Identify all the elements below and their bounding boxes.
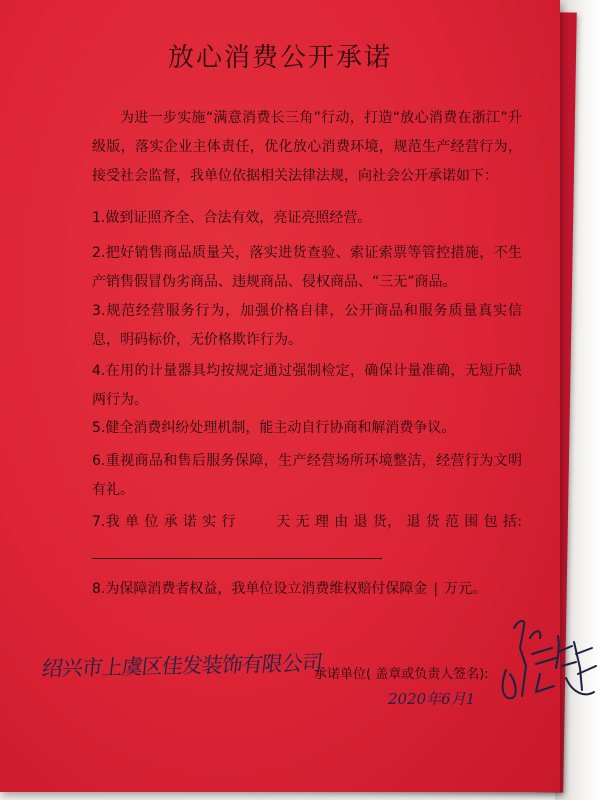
document-title: 放心消费公开承诺 — [167, 43, 392, 73]
company-name-handwritten: 绍兴市上虞区佳发装饰有限公司 — [40, 651, 324, 681]
handwritten-signature — [496, 608, 600, 708]
commitment-item-1: 1.做到证照齐全、合法有效，亮证亮照经营。 — [92, 210, 372, 226]
return-scope-blank-line — [92, 540, 382, 559]
date-handwritten: 2020年6月1 — [388, 690, 476, 708]
item-7-text-end: 天 无 理 由 退 货， 退 货 范 围 包 括: — [275, 514, 523, 530]
item-7-text-start: 7.我 单 位 承 诺 实 行 — [92, 514, 236, 530]
commitment-item-6: 6.重视商品和售后服务保障，生产经营场所环境整洁，经营行为文明有礼。 — [92, 453, 522, 498]
item-8-text-start: 8.为保障消费者权益，我单位设立消费维权赔付保障金 — [92, 581, 428, 597]
guarantee-amount-mark: | — [433, 581, 439, 597]
intro-paragraph: 为进一步实施“满意消费长三角”行动，打造“放心消费在浙江”升级版，落实企业主体责任，优化放心消费环境，规范生产经营行为，接受社会监督，我单位依据相关法律法规，向社会公开承诺如下： — [92, 110, 522, 184]
commitment-item-3: 3.规范经营服务行为，加强价格自律，公开商品和服务质量真实信息，明码标价，无价格欺诈行为。 — [92, 303, 522, 348]
signing-date — [388, 688, 475, 709]
commitment-item-2: 2.把好销售商品质量关，落实进货查验、索证索票等管控措施，不生产销售假冒伪劣商品、违规商品、侵权商品、“三无”商品。 — [92, 245, 522, 290]
promisor-label: 承诺单位( 盖章或负责人签名): — [314, 667, 489, 682]
item-8-text-end: 万元。 — [444, 581, 487, 597]
commitment-item-8 — [92, 575, 522, 604]
commitment-item-7 — [92, 508, 522, 566]
commitment-item-5: 5.健全消费纠纷处理机制，能主动自行协商和解消费争议。 — [92, 420, 456, 436]
commitment-item-4: 4.在用的计量器具均按规定通过强制检定，确保计量准确，无短斤缺两行为。 — [92, 363, 522, 408]
